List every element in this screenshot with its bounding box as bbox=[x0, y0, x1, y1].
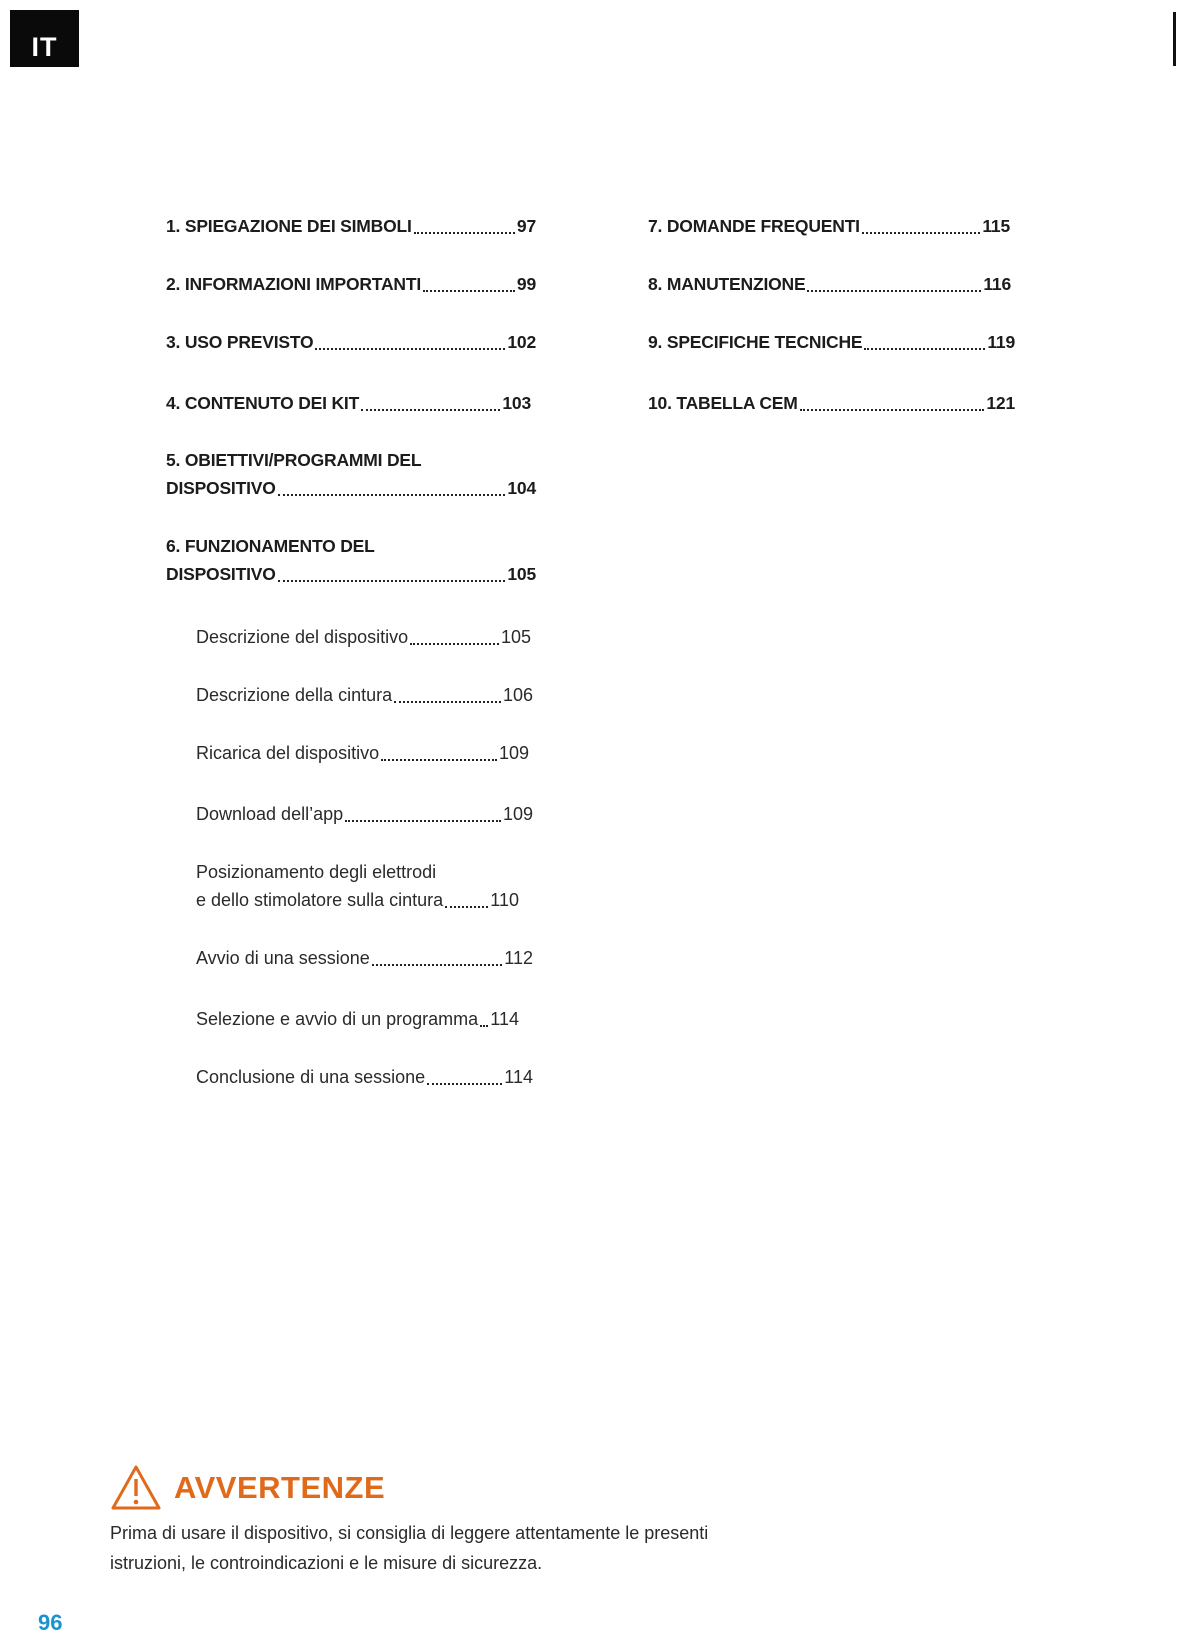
toc-leader-dots bbox=[278, 580, 506, 582]
toc-leader-dots bbox=[480, 1025, 488, 1027]
toc-leader-dots bbox=[278, 494, 506, 496]
toc-leader-dots bbox=[800, 409, 985, 411]
warning-title: AVVERTENZE bbox=[174, 1470, 386, 1505]
toc-leader-dots bbox=[862, 232, 981, 234]
toc-entry[interactable] bbox=[196, 1005, 519, 1033]
toc-leader-dots bbox=[381, 759, 497, 761]
toc-page-number: 102 bbox=[507, 332, 536, 352]
toc-entry[interactable] bbox=[166, 532, 536, 588]
toc-page-number: 104 bbox=[507, 478, 536, 498]
toc-entry-title: 3. USO PREVISTO bbox=[166, 332, 314, 352]
warning-text bbox=[110, 1518, 810, 1578]
toc-entry[interactable] bbox=[166, 212, 536, 240]
toc-entry-title: Posizionamento degli elettrodi bbox=[196, 862, 437, 882]
toc-entry-title: DISPOSITIVO bbox=[166, 564, 276, 584]
toc-entry-title: Avvio di una sessione bbox=[196, 948, 370, 968]
toc-entry-title: 5. OBIETTIVI/PROGRAMMI DEL bbox=[166, 450, 422, 470]
toc-entry-title: Selezione e avvio di un programma bbox=[196, 1009, 479, 1029]
toc-entry-title: Download dell’app bbox=[196, 804, 344, 824]
toc-page-number: 105 bbox=[507, 564, 536, 584]
toc-entry-title: 8. MANUTENZIONE bbox=[648, 274, 806, 294]
toc-leader-dots bbox=[394, 701, 501, 703]
toc-entry-line bbox=[166, 560, 536, 588]
toc-page-number: 105 bbox=[500, 627, 531, 647]
toc-entry-title: Descrizione del dispositivo bbox=[196, 627, 409, 647]
toc-leader-dots bbox=[427, 1083, 502, 1085]
toc-entry-title: Conclusione di una sessione bbox=[196, 1067, 426, 1087]
toc-entry[interactable] bbox=[196, 681, 533, 709]
toc-page-number: 112 bbox=[504, 948, 533, 968]
toc-entry-title: 10. TABELLA CEM bbox=[648, 393, 798, 413]
toc-entry-title: DISPOSITIVO bbox=[166, 478, 276, 498]
toc-entry[interactable] bbox=[196, 739, 529, 767]
toc-leader-dots bbox=[807, 290, 981, 292]
toc-entry[interactable] bbox=[166, 389, 531, 417]
toc-leader-dots bbox=[864, 348, 985, 350]
toc-entry-line bbox=[196, 944, 533, 972]
toc-entry-line bbox=[196, 858, 519, 886]
toc-entry-title: 9. SPECIFICHE TECNICHE bbox=[648, 332, 863, 352]
warning-block bbox=[110, 1462, 810, 1578]
warning-triangle-icon bbox=[110, 1464, 162, 1512]
toc-leader-dots bbox=[372, 964, 503, 966]
toc-page-number: 110 bbox=[490, 890, 519, 910]
toc-page-number: 121 bbox=[986, 393, 1015, 413]
toc-leader-dots bbox=[423, 290, 515, 292]
toc-entry-title: Descrizione della cintura bbox=[196, 685, 393, 705]
toc-entry[interactable] bbox=[648, 270, 1011, 298]
toc-entry-title: 6. FUNZIONAMENTO DEL bbox=[166, 536, 375, 556]
toc-entry-line bbox=[648, 270, 1011, 298]
toc-page-number: 114 bbox=[490, 1009, 519, 1029]
page-number: 96 bbox=[38, 1610, 63, 1635]
toc-page-number: 97 bbox=[516, 216, 536, 236]
toc-leader-dots bbox=[410, 643, 499, 645]
toc-page-number: 103 bbox=[502, 393, 531, 413]
toc-leader-dots bbox=[445, 906, 488, 908]
toc-page-number: 119 bbox=[987, 332, 1015, 352]
toc-entry-line bbox=[648, 389, 1015, 417]
toc-entry-line bbox=[196, 800, 533, 828]
toc-entry[interactable] bbox=[196, 800, 533, 828]
toc-page-number: 109 bbox=[502, 804, 533, 824]
toc-entry-line bbox=[166, 270, 536, 298]
toc-entry-title: 4. CONTENUTO DEI KIT bbox=[166, 393, 360, 413]
toc-entry[interactable] bbox=[196, 623, 531, 651]
toc-leader-dots bbox=[414, 232, 515, 234]
toc-entry-line bbox=[166, 328, 536, 356]
toc-entry-line bbox=[196, 1063, 533, 1091]
toc-entry-line bbox=[196, 623, 531, 651]
language-tab: IT bbox=[10, 10, 79, 67]
toc-entry-line bbox=[196, 1005, 519, 1033]
toc-entry-line bbox=[196, 739, 529, 767]
toc-entry[interactable] bbox=[166, 446, 536, 502]
toc-entry-line bbox=[648, 328, 1015, 356]
edge-marker bbox=[1173, 12, 1176, 66]
toc-entry[interactable] bbox=[196, 858, 519, 914]
toc-entry-title: Ricarica del dispositivo bbox=[196, 743, 380, 763]
toc-entry-title: 2. INFORMAZIONI IMPORTANTI bbox=[166, 274, 422, 294]
toc-page-number: 116 bbox=[983, 274, 1011, 294]
toc-page-number: 109 bbox=[498, 743, 529, 763]
toc-entry[interactable] bbox=[196, 944, 533, 972]
toc-entry-title: e dello stimolatore sulla cintura bbox=[196, 890, 444, 910]
toc-entry[interactable] bbox=[648, 328, 1015, 356]
toc-entry-line bbox=[166, 532, 536, 560]
toc-page-number: 114 bbox=[504, 1067, 533, 1087]
toc-entry-title: 1. SPIEGAZIONE DEI SIMBOLI bbox=[166, 216, 412, 236]
toc-leader-dots bbox=[361, 409, 500, 411]
toc-leader-dots bbox=[345, 820, 501, 822]
toc-entry-line bbox=[648, 212, 1010, 240]
toc-entry-line bbox=[166, 389, 531, 417]
toc-page-number: 99 bbox=[516, 274, 536, 294]
toc-entry-title: 7. DOMANDE FREQUENTI bbox=[648, 216, 860, 236]
toc-entry-line bbox=[196, 681, 533, 709]
toc-page-number: 106 bbox=[502, 685, 533, 705]
toc-leader-dots bbox=[315, 348, 505, 350]
warning-header bbox=[110, 1462, 810, 1514]
toc-page-number: 115 bbox=[982, 216, 1010, 236]
toc-entry[interactable] bbox=[166, 328, 536, 356]
toc-entry-line bbox=[196, 886, 519, 914]
toc-entry-line bbox=[166, 212, 536, 240]
toc-entry-line bbox=[166, 446, 536, 474]
warning-text-line: Prima di usare il dispositivo, si consiglia di leggere attentamente le presenti bbox=[110, 1523, 709, 1543]
toc-entry[interactable] bbox=[648, 389, 1015, 417]
toc-entry[interactable] bbox=[196, 1063, 533, 1091]
warning-text-line: istruzioni, le controindicazioni e le misure di sicurezza. bbox=[110, 1553, 543, 1573]
toc-entry-line bbox=[166, 474, 536, 502]
toc-entry[interactable] bbox=[166, 270, 536, 298]
toc-entry[interactable] bbox=[648, 212, 1010, 240]
